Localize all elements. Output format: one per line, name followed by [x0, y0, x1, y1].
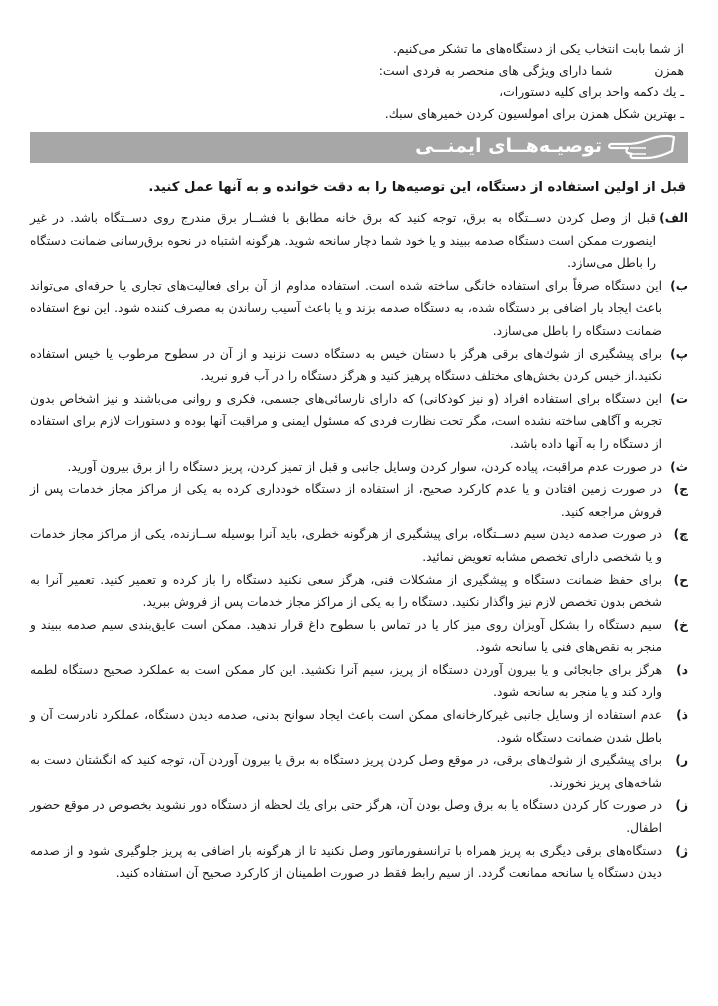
list-item — [30, 569, 688, 614]
item-marker: ژ) — [675, 843, 688, 858]
item-marker: ت) — [670, 391, 688, 406]
item-marker: الف) — [659, 211, 688, 225]
item-marker: پ) — [670, 346, 688, 361]
intro-line-text: شما دارای ویژگی های منحصر به فردی است: — [378, 62, 613, 78]
list-item — [30, 659, 688, 704]
item-text: قبل از وصل کردن دســتگاه به برق، توجه کنید که برق خانه مطابق با فشــار برق مندرج روی دســتگاه باشد. در غیر اینصورت ممکن است دستگاه صدمه ببیند و یا خود شما دچار سانحه شوید. هرگونه اشتباه در نحوه برق‌رسانی ضمانت دستگاه را باطل می‌سازد. — [30, 211, 656, 271]
list-item — [30, 704, 688, 749]
hand-pointing-icon — [606, 133, 678, 163]
list-item — [30, 523, 688, 568]
item-marker: ث) — [670, 459, 688, 474]
list-item — [30, 794, 688, 839]
list-item — [30, 207, 688, 275]
safety-list — [30, 207, 688, 885]
item-text: در صورت صدمه دیدن سیم دســتگاه، برای پیشگیری از هرگونه خطری، باید آنرا بوسیله ســازنده، یکی از مراکز مجاز خدمات و یا شخصی دارای تخصص مشابه تعویض نمائید. — [30, 527, 662, 564]
section-title: توصیـه‌هــای ایمنــی — [415, 135, 602, 157]
intro-block — [30, 38, 684, 124]
list-item — [30, 343, 688, 388]
item-text: هرگز برای جابجائی و یا بیرون آوردن دستگاه از پریز، سیم آنرا نکشید. این کار ممکن است به عملکرد صحیح دستگاه لطمه وارد کند و یا منجر به سانحه شود. — [30, 662, 662, 700]
item-text: برای پیشگیری از شوك‌های برقی، در موقع وصل کردن پریز دستگاه به برق یا بیرون آوردن آن، توجه کنید که انگشتان دست به شاخه‌های پریز نخورند. — [30, 753, 662, 790]
item-marker: ر) — [675, 753, 688, 768]
section-banner — [30, 132, 688, 163]
list-item — [30, 614, 688, 659]
instruction-heading: قبل از اولین استفاده از دستگاه، این توصیه‌ها را به دقت خوانده و به آنها عمل کنید. — [148, 180, 686, 195]
item-text: در صورت عدم مراقبت، پیاده کردن، سوار کردن وسایل جانبی و قبل از تمیز کردن، پریز دستگاه را از برق بیرون آورید. — [67, 459, 662, 474]
intro-line: ـ بهترین شکل همزن برای امولسیون کردن خمیرهای سبك. — [384, 105, 684, 121]
list-item — [30, 840, 688, 885]
item-text: در صورت کار کردن دستگاه یا به برق وصل بودن آن، هرگز حتی برای یك لحظه از دستگاه دور نشوید بخصوص در موقع حضور اطفال. — [30, 798, 662, 836]
list-item — [30, 478, 688, 523]
item-text: برای حفظ ضمانت دستگاه و پیشگیری از مشکلات فنی، هرگز سعی نکنید دستگاه را باز کرده و تعمیر کنید. تعمیر آنرا به شخص بدون تخصص لازم نیز واگذار نکنید. دستگاه را به یکی از مراکز مجاز خدمات پس از فروش ببرید. — [30, 572, 662, 610]
item-text: برای پیشگیری از شوك‌های برقی هرگز با دستان خیس به دستگاه دست نزنید و از آن در سطوح مرطوب یا خیس استفاده نکنید.از خیس کردن بخش‌های مختلف دستگاه پرهیز کنید و هرگز دستگاه را در آب فرو نبرید. — [30, 346, 662, 384]
item-marker: چ) — [673, 527, 688, 542]
item-text: این دستگاه برای استفاده افراد (و نیز کودکانی) که دارای نارسائی‌های جسمی، فکری و روانی می‌باشند و نیز اشخاص بدون تجربه و آگاهی ساخته نشده است، مگر تحت نظارت فردی که مسئول ایمنی و مراقبت آنها بوده و دستورات لازم برای استفاده از دستگاه را به آنها داده باشد. — [30, 391, 662, 451]
item-marker: ب) — [670, 278, 688, 293]
list-item — [30, 456, 688, 479]
item-text: دستگاه‌های برقی دیگری به پریز همراه با ترانسفورماتور وصل نکنید تا از هرگونه بار اضافی به پریز جلوگیری شود و از صدمه دیدن دستگاه یا سانحه ممانعت گردد. از سیم رابط فقط در صورت اطمینان از کارکرد صحیح آن استفاده کنید. — [30, 843, 662, 881]
product-name: همزن — [654, 62, 684, 78]
item-marker: ح) — [673, 572, 688, 587]
item-marker: ج) — [673, 482, 688, 497]
intro-line: از شما بابت انتخاب یکی از دستگاه‌های ما تشکر می‌کنیم. — [392, 41, 684, 56]
item-marker: ذ) — [676, 708, 688, 723]
item-marker: د) — [676, 662, 688, 677]
list-item — [30, 275, 688, 343]
item-marker: ز) — [675, 798, 688, 813]
intro-line — [30, 60, 684, 82]
list-item — [30, 749, 688, 794]
item-text: سیم دستگاه را بشکل آویزان روی میز کار یا در تماس با سطوح داغ قرار ندهید. ممکن است عایق‌بندی سیم صدمه ببیند و منجر به نقص‌های فنی یا سانحه شود. — [30, 617, 662, 655]
item-text: در صورت زمین افتادن و یا عدم کارکرد صحیح، از استفاده از دستگاه خودداری کرده به یکی از مراکز مجاز خدمات پس از فروش مراجعه کنید. — [30, 482, 662, 519]
intro-line: ـ یك دکمه واحد برای کلیه دستورات، — [499, 84, 684, 99]
item-text: عدم استفاده از وسایل جانبی غیرکارخانه‌ای ممکن است باعث ایجاد سوانح بدنی، صدمه دیدن دستگاه، عملکرد نادرست آن و باطل شدن ضمانت دستگاه شود. — [30, 708, 662, 745]
item-text: این دستگاه صرفاً برای استفاده خانگی ساخته شده است. استفاده مداوم از آن برای فعالیت‌های تجاری یا حرفه‌ای می‌تواند باعث ایجاد بار اضافی بر دستگاه شده، به دستگاه صدمه بزند و یا باعث آسیب رساندن به مصرف کننده شود. این نوع استفاده ضمانت دستگاه را باطل می‌سازد. — [30, 278, 662, 338]
item-marker: خ) — [673, 617, 688, 632]
list-item — [30, 388, 688, 456]
